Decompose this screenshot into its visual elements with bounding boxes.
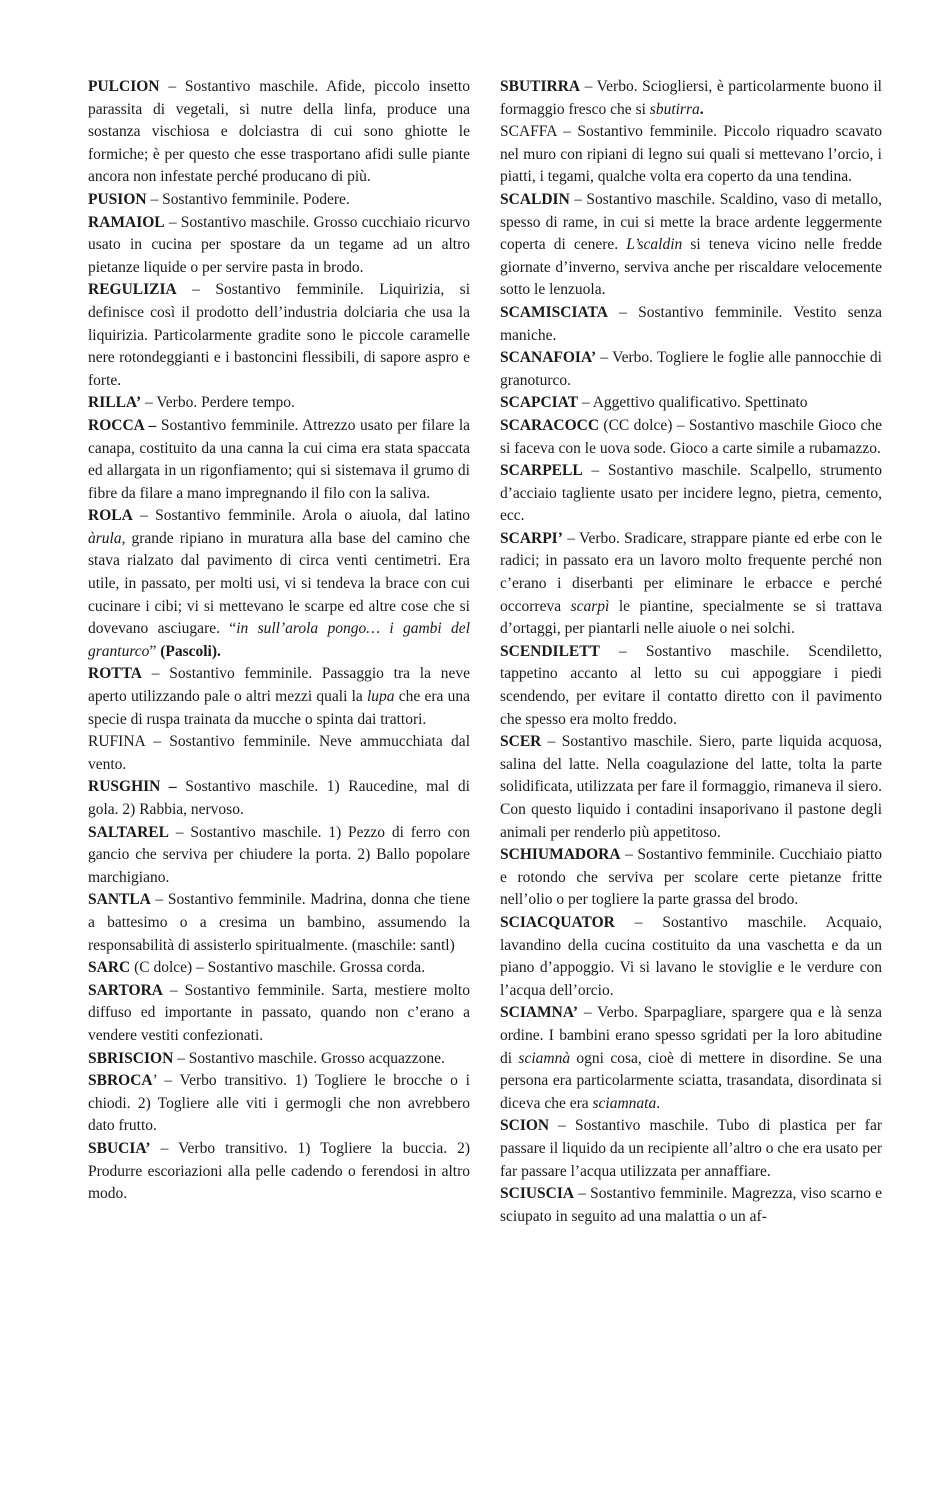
entry-definition: (Pascoli). [160,642,221,660]
entry-italic-text: sbutirra [649,100,700,118]
entry-definition: – Sostantivo femminile. Piccolo riquadro scavato nel muro con ripiani di legno sui quali si mettevano l’orcio, i piatti, i tegami, qualche volta era coperto da una tendina. [500,123,882,186]
entry-italic-text: scarpì [570,597,610,615]
entry-definition: – Verbo. Sparpagliare, spargere qua e là senza ordine. I bambini erano spesso sgridati per la loro abitudine di [500,1004,882,1067]
dictionary-entry [500,392,882,415]
entry-definition: – Sostantivo femminile. Liquirizia, si definisce così il prodotto dell’industria dolciaria che usa la liquirizia. Particolarmente gradite sono le piccole caramelle nere rotondeggianti e i bastoncini flessibili, di sapore aspro e forte. [88,281,470,389]
entry-definition: le piantine, specialmente se si trattava d’ortaggi, per piantarli nelle aiuole o nei solchi. [500,597,883,638]
entry-term: SCIACQUATOR [500,913,615,931]
entry-term: RUFINA [88,733,145,751]
entry-term: SBROCA [88,1072,153,1090]
entry-definition: (C dolce) – Sostantivo maschile. Grossa corda. [130,959,426,977]
entry-definition: – Verbo. Sciogliersi, è particolarmente buono il formaggio fresco che si [500,78,882,118]
entry-definition: . [656,1094,661,1112]
entry-italic-text: lupa [366,688,395,706]
entry-term: RAMAIOL [88,213,165,231]
entry-term: SARC [88,959,131,977]
dictionary-entry [88,957,470,980]
entry-term: SBRISCION [88,1049,174,1067]
dictionary-entry [88,415,470,505]
entry-definition: – Sostantivo femminile. Neve ammucchiata dal vento. [88,733,470,773]
entry-definition: , grande ripiano in muratura alla base del camino che stava rialzato dal pavimento di circa venti centimetri. Era utile, in passato, per molti usi, vi si tendeva la brace con cui cucinare i cibi; vi si mettevano le scarpe ed altre cose che si dovevano asciugare. “ [88,529,470,638]
entry-definition: – Verbo. Sradicare, strappare piante ed erbe con le radici; in passato era un lavoro molto frequente perché non c’erano i diserbanti per eliminare le erbacce e perché occorreva [500,529,882,615]
entry-definition: Sostantivo maschile. 1) Raucedine, mal di gola. 2) Rabbia, nervoso. [88,778,470,818]
dictionary-entry [500,460,882,528]
entry-term: SCALDIN [500,190,570,208]
entry-term: SARTORA [88,981,163,999]
entry-term: SANTLA [88,891,151,909]
entry-definition: – Verbo transitivo. 1) Togliere la buccia. 2) Produrre escoriazioni alla pelle cadendo o ferendosi in altro modo. [88,1139,470,1203]
entry-definition: – Sostantivo femminile. Vestito senza maniche. [500,303,882,344]
entry-term: SCIAMNA’ [500,1004,579,1022]
entry-term: SBUCIA’ [88,1139,151,1157]
dictionary-entry [500,121,882,189]
dictionary-entry [500,1115,882,1183]
dictionary-entry [88,822,470,890]
dictionary-entry [88,212,470,280]
entry-definition: – Sostantivo maschile. Scendiletto, tappetino accanto al letto su cui appoggiare i piedi scendendo, per evitare il contatto diretto con il pavimento che spesso era molto freddo. [500,642,882,728]
entry-definition: – Verbo. Perdere tempo. [141,394,295,412]
entry-italic-text: àrula [88,529,122,547]
entry-definition: che era una specie di ruspa trainata da mucche o spinta dai trattori. [88,688,470,728]
entry-definition: – Sostantivo maschile. Scaldino, vaso di metallo, spesso di rame, in cui si mette la brace ardente leggermente coperta di cenere. [500,190,882,254]
entry-definition: ’ – Verbo transitivo. 1) Togliere le brocche o i chiodi. 2) Togliere alle viti i germogli che non avrebbero dato frutto. [88,1072,470,1135]
dictionary-entry [500,415,882,460]
entry-term: SCIUSCIA [500,1185,575,1203]
entry-italic-text: sciamnà [518,1049,571,1067]
left-column [88,76,470,1206]
entry-definition: – Sostantivo femminile. Arola o aiuola, dal latino [132,507,470,525]
dictionary-entry [88,392,470,415]
entry-italic-text: in sull’arola pongo… i gambi del granturco [88,620,470,660]
entry-term: SCION [500,1117,550,1135]
entry-italic-text: L’scaldin [626,236,683,254]
entry-definition: – Aggettivo qualificativo. Spettinato [578,394,808,412]
dictionary-entry [88,1048,470,1071]
entry-term: RILLA’ [88,394,142,412]
dictionary-entry [500,347,882,392]
entry-term: SCAFFA [500,123,557,141]
entry-definition: – Sostantivo maschile. Scalpello, strumento d’acciaio tagliente usato per incidere legno, pietra, cemento, ecc. [500,462,882,525]
dictionary-entry [500,641,882,731]
right-column [500,76,882,1228]
entry-term: PUSION [88,190,147,208]
entry-term: SCAPCIAT [500,394,579,412]
entry-term: REGULIZIA [88,281,177,299]
entry-term: SCANAFOIA’ [500,349,597,367]
dictionary-entry [500,844,882,912]
entry-definition: . [699,100,704,118]
entry-italic-text: sciamnata [592,1094,657,1112]
entry-definition: – Sostantivo femminile. Magrezza, viso scarno e sciupato in seguito ad una malattia o un af- [500,1185,882,1225]
dictionary-entry [88,663,470,731]
entry-definition: – Sostantivo femminile. Passaggio tra la neve aperto utilizzando pale o altri mezzi quali la [88,665,470,706]
entry-definition: – Sostantivo maschile. Afide, piccolo insetto parassita di vegetali, si nutre della linfa, produce una sostanza vischiosa e dolciastra di cui sono ghiotte le formiche; è per questo che esse trasportano afidi sulle piante ancora non infestate perché producano di più. [88,78,470,186]
entry-definition: – Sostantivo femminile. Podere. [146,190,350,208]
dictionary-entry [88,731,470,776]
entry-definition: – Sostantivo femminile. Madrina, donna che tiene a battesimo o a cresima un bambino, assumendo la responsabilità di assisterlo spiritualmente. (maschile: santl) [88,891,470,954]
entry-term: SCARPI’ [500,529,563,547]
entry-definition: – Sostantivo maschile. Grosso cucchiaio ricurvo usato in cucina per spostare da un tegame ad un altro pietanze liquide o per servire pasta in brodo. [88,213,470,276]
entry-term: SCARPELL [500,462,583,480]
dictionary-entry [500,189,882,302]
entry-definition: – Sostantivo maschile. Acquaio, lavandino della cucina costituito da una vaschetta e da un piano d’appoggio. Vi si lavano le stoviglie e le verdure con l’acqua dell’orcio. [500,913,882,999]
dictionary-entry [88,980,470,1048]
entry-term: SCARACOCC [500,416,600,434]
entry-term: RUSGHIN – [88,778,177,796]
dictionary-entry [88,776,470,821]
entry-definition: – Sostantivo femminile. Cucchiaio piatto e rotondo che serviva per scolare certe pietanze fritte nell’olio o per togliere la parte grassa del brodo. [500,846,882,909]
dictionary-entry [88,76,470,189]
dictionary-entry [500,1002,882,1115]
dictionary-entry [500,76,882,121]
entry-definition: (CC dolce) – Sostantivo maschile Gioco che si faceva con le uova sode. Gioco a carte simile a rubamazzo. [500,416,882,457]
entry-term: ROLA [88,507,133,525]
entry-definition: – Sostantivo maschile. Tubo di plastica per far passare il liquido da un recipiente all’altro o che era usato per far passare l’acqua utilizzata per annaffiare. [500,1117,882,1180]
dictionary-entry [500,731,882,844]
entry-definition: – Verbo. Togliere le foglie alle pannocchie di granoturco. [500,349,882,389]
dictionary-entry [500,302,882,347]
entry-term: SCER [500,733,542,751]
dictionary-entry [88,889,470,957]
entry-definition: – Sostantivo maschile. Siero, parte liquida acquosa, salina del latte. Nella coagulazione del latte, tolta la parte solidificata, utilizzata per fare il formaggio, rimaneva il siero. Con questo liquido i contadini insaporivano il pastone degli animali per renderlo più appetitoso. [500,733,882,841]
entry-definition: ogni cosa, cioè di mettere in disordine. Se una persona era particolarmente sciatta, trasandata, disordinata si diceva che era [500,1049,882,1112]
dictionary-entry [88,1138,470,1206]
entry-term: ROCCA – [88,416,157,434]
dictionary-entry [500,1183,882,1228]
dictionary-entry [88,505,470,663]
entry-definition: – Sostantivo maschile. 1) Pezzo di ferro con gancio che serviva per chiudere la porta. 2) Ballo popolare marchigiano. [88,823,470,886]
dictionary-entry [88,279,470,392]
entry-term: PULCION [88,78,160,95]
entry-definition: Sostantivo femminile. Attrezzo usato per filare la canapa, costituito da una canna la cui cima era stata spaccata ed allargata in un rigonfiamento; qui si sistemava il grumo di fibre da filare a mano impregnando il filo con la saliva. [88,416,471,502]
entry-term: SBUTIRRA [500,78,581,95]
dictionary-entry [500,528,882,641]
entry-definition: si teneva vicino nelle fredde giornate d’inverno, serviva anche per riscaldare velocemente sotto le lenzuola. [500,236,883,299]
entry-term: ROTTA [88,665,142,683]
entry-term: SCHIUMADORA [500,846,621,864]
entry-definition: – Sostantivo maschile. Grosso acquazzone. [173,1049,445,1067]
entry-term: SCENDILETT [500,642,600,660]
entry-definition: – Sostantivo femminile. Sarta, mestiere molto diffuso ed importante in passato, quando non c’erano a vendere vestiti confezionati. [88,981,470,1044]
entry-term: SALTAREL [88,823,169,841]
dictionary-entry [88,189,470,212]
entry-term: SCAMISCIATA [500,303,608,321]
dictionary-entry [500,912,882,1002]
entry-definition: ” [149,642,161,660]
dictionary-entry [88,1070,470,1138]
